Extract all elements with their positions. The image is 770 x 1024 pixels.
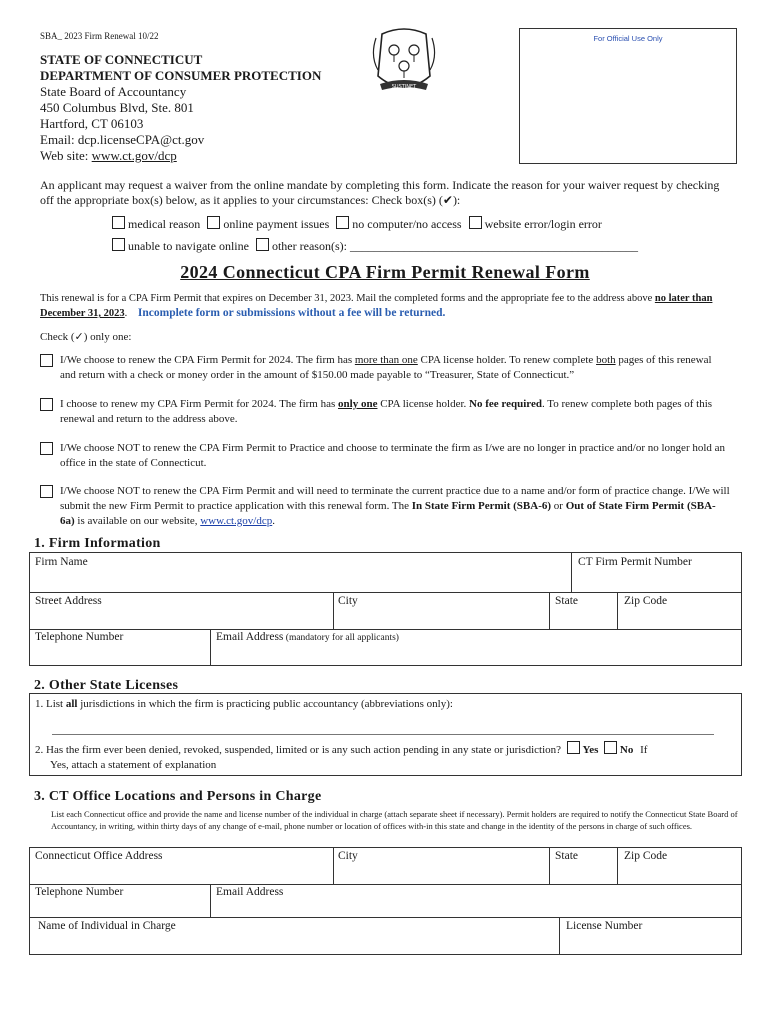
city-address: Hartford, CT 06103: [40, 116, 144, 131]
ct-permit-number-field[interactable]: CT Firm Permit Number: [578, 556, 692, 568]
choice-renew-multiple-text: I/We choose to renew the CPA Firm Permit for 2024. The firm has more than one CPA license holder. To renew complete both pages of this renewal and return with a check or money order in the amount of $150.00 made payable to “Treasurer, State of Connecticut.”: [60, 354, 712, 381]
city-field[interactable]: City: [338, 595, 358, 607]
waiver-website-error-checkbox[interactable]: [469, 216, 482, 229]
waiver-option-row2: [112, 238, 638, 254]
contact-email: Email: dcp.licenseCPA@ct.gov: [40, 132, 205, 147]
agency-line2: DEPARTMENT OF CONSUMER PROTECTION: [40, 68, 322, 83]
yes-label: Yes: [582, 744, 599, 756]
individual-in-charge-field[interactable]: Name of Individual in Charge: [38, 920, 176, 932]
firm-name-field[interactable]: Firm Name: [35, 556, 88, 568]
choice-terminate-firm: [40, 441, 730, 471]
street-address: 450 Columbus Blvd, Ste. 801: [40, 100, 194, 115]
license-number-field[interactable]: License Number: [566, 920, 643, 932]
notice-text: This renewal is for a CPA Firm Permit that expires on December 31, 2023. Mail the completed forms and the appropriate fee to the address above: [40, 293, 653, 304]
waiver-other-checkbox[interactable]: [256, 238, 269, 251]
no-label: No: [619, 744, 634, 756]
other-licenses-box: [29, 693, 742, 776]
choice-renew-single: [40, 397, 730, 427]
choice-renew-multiple: [40, 353, 730, 383]
renewal-notice: [40, 291, 730, 321]
state-field[interactable]: State: [555, 595, 578, 607]
waiver-navigate-label: unable to navigate online: [128, 239, 249, 253]
section3-note: List each Connecticut office and provide the name and license number of the individual in charge (attach separate sheet if necessary). Permit holders are required to notify the Connecticut State Board of Accountancy, in writing, within thirty days of any change of e-mail, phone number or location of offices with-in this state and change in the identity of the persons in charge of such offices.: [51, 809, 738, 831]
notice-warning: Incomplete form or submissions without a fee will be returned.: [137, 307, 446, 319]
waiver-intro: An applicant may request a waiver from the online mandate by completing this form. Indicate the reason for your waiver request by checking off the appropriate box(s) below, as it applies to your circumstances: Check box(s) (✔):: [40, 178, 720, 207]
telephone-field[interactable]: Telephone Number: [35, 631, 124, 643]
agency-line1: STATE OF CONNECTICUT: [40, 52, 203, 67]
notice-deadline: no later than December 31, 2023: [40, 293, 713, 319]
disciplinary-question: 2. Has the firm ever been denied, revoked, suspended, limited or is any such action pending in any state or jurisdiction? Yes No If Yes, attach a statement of explanation: [35, 741, 740, 773]
disciplinary-yes-checkbox[interactable]: [567, 741, 580, 754]
section1-title: 1. Firm Information: [34, 536, 161, 551]
choice-terminate-firm-checkbox[interactable]: [40, 442, 53, 455]
office-city-field[interactable]: City: [338, 850, 358, 862]
form-code: SBA_ 2023 Firm Renewal 10/22: [40, 31, 159, 41]
section2-title: 2. Other State Licenses: [34, 678, 179, 693]
official-use-label: For Official Use Only: [593, 34, 663, 43]
disciplinary-no-checkbox[interactable]: [604, 741, 617, 754]
state-seal-icon: [368, 26, 440, 96]
office-email-field[interactable]: Email Address: [216, 886, 284, 898]
choice-terminate-change: [40, 484, 730, 529]
firm-info-table: [29, 552, 742, 666]
office-locations-table: [29, 847, 742, 955]
waiver-payment-label: online payment issues: [223, 217, 330, 231]
section3-title: 3. CT Office Locations and Persons in Charge: [34, 789, 322, 804]
street-address-field[interactable]: Street Address: [35, 595, 102, 607]
choice-renew-multiple-checkbox[interactable]: [40, 354, 53, 367]
waiver-medical-label: medical reason: [128, 217, 201, 231]
website-line: [40, 148, 321, 164]
seal-banner-text: SUSTINET: [391, 84, 417, 90]
office-state-field[interactable]: State: [555, 850, 578, 862]
choice-renew-single-text: I choose to renew my CPA Firm Permit for 2024. The firm has only one CPA license holder. No fee required. To renew complete both pages of this renewal and return to the address above.: [60, 398, 713, 425]
zip-code-field[interactable]: Zip Code: [624, 595, 668, 607]
form-title: 2024 Connecticut CPA Firm Permit Renewal Form: [180, 262, 590, 282]
waiver-option-row1: [112, 216, 602, 232]
choice-terminate-change-checkbox[interactable]: [40, 485, 53, 498]
waiver-no-computer-label: no computer/no access: [352, 217, 462, 231]
office-zip-field[interactable]: Zip Code: [624, 850, 668, 862]
website-link[interactable]: www.ct.gov/dcp: [91, 148, 177, 163]
jurisdictions-question: 1. List all jurisdictions in which the firm is practicing public accountancy (abbreviations only):: [35, 698, 453, 710]
waiver-other-label: other reason(s): ________________________________________________: [271, 239, 638, 253]
waiver-navigate-checkbox[interactable]: [112, 238, 125, 251]
notice-period: .: [124, 308, 128, 319]
waiver-website-error-label: website error/login error: [484, 217, 602, 231]
choice-terminate-firm-text: I/We choose NOT to renew the CPA Firm Permit to Practice and choose to terminate the firm as I/we are no longer in practice and/or no longer hold an office in the state of Connecticut.: [60, 442, 726, 469]
email-field[interactable]: Email Address (mandatory for all applicants): [216, 631, 399, 643]
waiver-medical-checkbox[interactable]: [112, 216, 125, 229]
official-use-box: [519, 28, 737, 164]
choice-terminate-change-text: I/We choose NOT to renew the CPA Firm Permit and will need to terminate the current practice due to a name and/or form of practice change. I/We will submit the new Firm Permit to practice application with this renewal form. The In State Firm Permit (SBA-6) or Out of State Firm Permit (SBA-6a) is available on our website, www.ct.gov/dcp.: [60, 485, 730, 527]
waiver-no-computer-checkbox[interactable]: [336, 216, 349, 229]
choice-website-link[interactable]: www.ct.gov/dcp: [200, 515, 273, 527]
office-telephone-field[interactable]: Telephone Number: [35, 886, 124, 898]
check-one-label: Check (✓) only one:: [40, 331, 132, 343]
website-prefix: Web site:: [40, 148, 92, 163]
agency-address-block: [40, 52, 321, 164]
choice-renew-single-checkbox[interactable]: [40, 398, 53, 411]
office-address-field[interactable]: Connecticut Office Address: [35, 850, 163, 862]
jurisdictions-input-line[interactable]: [52, 734, 714, 735]
board-name: State Board of Accountancy: [40, 84, 187, 99]
waiver-payment-checkbox[interactable]: [207, 216, 220, 229]
